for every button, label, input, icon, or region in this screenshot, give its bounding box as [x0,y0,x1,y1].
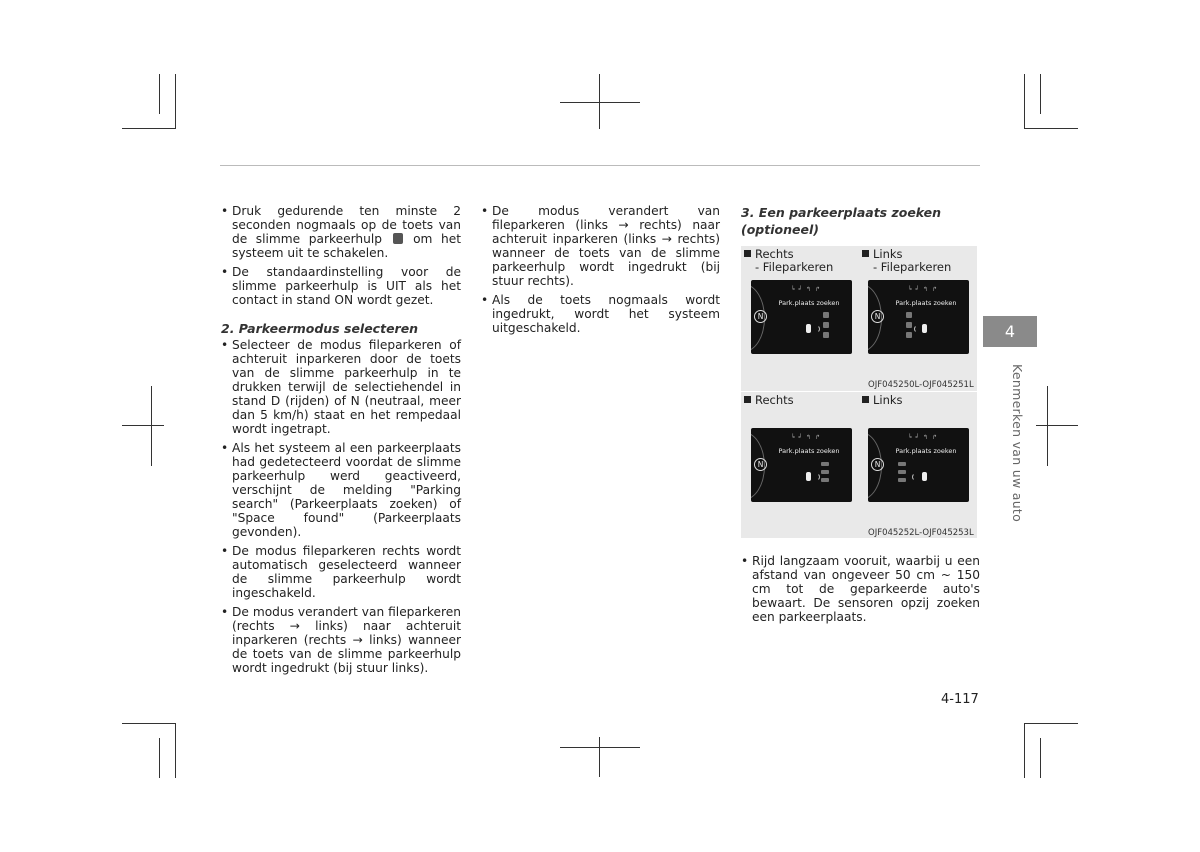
registration-mark [560,102,640,103]
column-left [221,204,461,680]
registration-mark [599,74,600,129]
mode-icons: ┕ ┙ ↰ ↱ [908,434,939,441]
crop-mark [122,128,176,129]
bullet-item: • Druk gedurende ten minste 2 seconden nogmaals op de toets van de slimme parkeerhulp om het systeem uit te schakelen. [221,204,461,260]
crop-mark [159,74,160,114]
chapter-tab: 4 [983,316,1037,347]
registration-mark [560,747,640,748]
crop-mark [1024,74,1025,129]
figure-label: Rechts - Fileparkeren [744,248,833,274]
crop-mark [1024,723,1025,778]
figure-code: OJF045252L-OJF045253L [868,528,974,538]
header-rule [220,165,980,166]
bullet-item: • Selecteer de modus fileparkeren of achteruit inparkeren door de toets van de slimme parkeerhulp in te drukken terwijl de selectiehendel in stand D (rijden) of N (neutraal, meer dan 5 km/h) staat en het rempedaal wordt ingetrapt. [221,338,461,436]
bullet-item: • Rijd langzaam vooruit, waarbij u een afstand van ongeveer 50 cm ~ 150 cm tot de geparkeerde auto's bewaart. De sensoren opzij zoeken een parkeerplaats. [741,554,980,624]
section-heading: 3. Een parkeerplaats zoeken (optioneel) [741,205,942,237]
registration-mark [1047,386,1048,466]
mode-icons: ┕ ┙ ↰ ↱ [908,286,939,293]
chapter-title: Kenmerken van uw auto [1010,364,1025,523]
bullet-item: • De modus verandert van fileparkeren (rechts → links) naar achteruit inparkeren (rechts → links) wanneer de toets van de slimme parkeerhulp wordt ingedrukt (bij stuur links). [221,605,461,675]
crop-mark [1024,128,1078,129]
bullet-item: • De modus verandert van fileparkeren (links → rechts) naar achteruit inparkeren (links → rechts) wanneer de toets van de slimme parkeerhulp wordt ingedrukt (bij stuur rechts). [481,204,720,288]
parking-assist-button-icon [393,233,403,244]
crop-mark [175,74,176,129]
crop-mark [1040,738,1041,778]
section-heading: 2. Parkeermodus selecteren [221,321,419,336]
crop-mark [159,738,160,778]
registration-mark [151,386,152,466]
figure-label: Rechts [744,394,794,407]
figure-code: OJF045250L-OJF045251L [868,380,974,390]
bullet-item: • Als de toets nogmaals wordt ingedrukt, wordt het systeem uitgeschakeld. [481,293,720,335]
crop-mark [122,723,176,724]
mode-icons: ┕ ┙ ↰ ↱ [791,434,822,441]
mode-icons: ┕ ┙ ↰ ↱ [791,286,822,293]
figure-parking-displays [741,246,977,538]
cluster-screen: N ┕ ┙ ↰ ↱ Park.plaats zoeken [868,428,969,502]
figure-label: Links - Fileparkeren [862,248,951,274]
figure-label: Links [862,394,903,407]
bullet-item: • Als het systeem al een parkeerplaats had gedetecteerd voordat de slimme parkeerhulp werd geactiveerd, verschijnt de melding "Parking search" (Parkeerplaats zoeken) of "Space found" (Parkeerplaats gevonden). [221,441,461,539]
crop-mark [175,723,176,778]
column-right [741,204,980,629]
cluster-screen: N ┕ ┙ ↰ ↱ Park.plaats zoeken [751,280,852,354]
crop-mark [1040,74,1041,114]
registration-mark [599,737,600,777]
page-number: 4-117 [941,692,979,707]
crop-mark [1024,723,1078,724]
bullet-item: • De modus fileparkeren rechts wordt automatisch geselecteerd wanneer de slimme parkeerhulp wordt ingeschakeld. [221,544,461,600]
registration-mark [122,425,164,426]
registration-mark [1036,425,1078,426]
bullet-item: • De standaardinstelling voor de slimme parkeerhulp is UIT als het contact in stand ON wordt gezet. [221,265,461,307]
cluster-screen: N ┕ ┙ ↰ ↱ Park.plaats zoeken [751,428,852,502]
cluster-screen: N ┕ ┙ ↰ ↱ Park.plaats zoeken [868,280,969,354]
column-middle [481,204,720,340]
